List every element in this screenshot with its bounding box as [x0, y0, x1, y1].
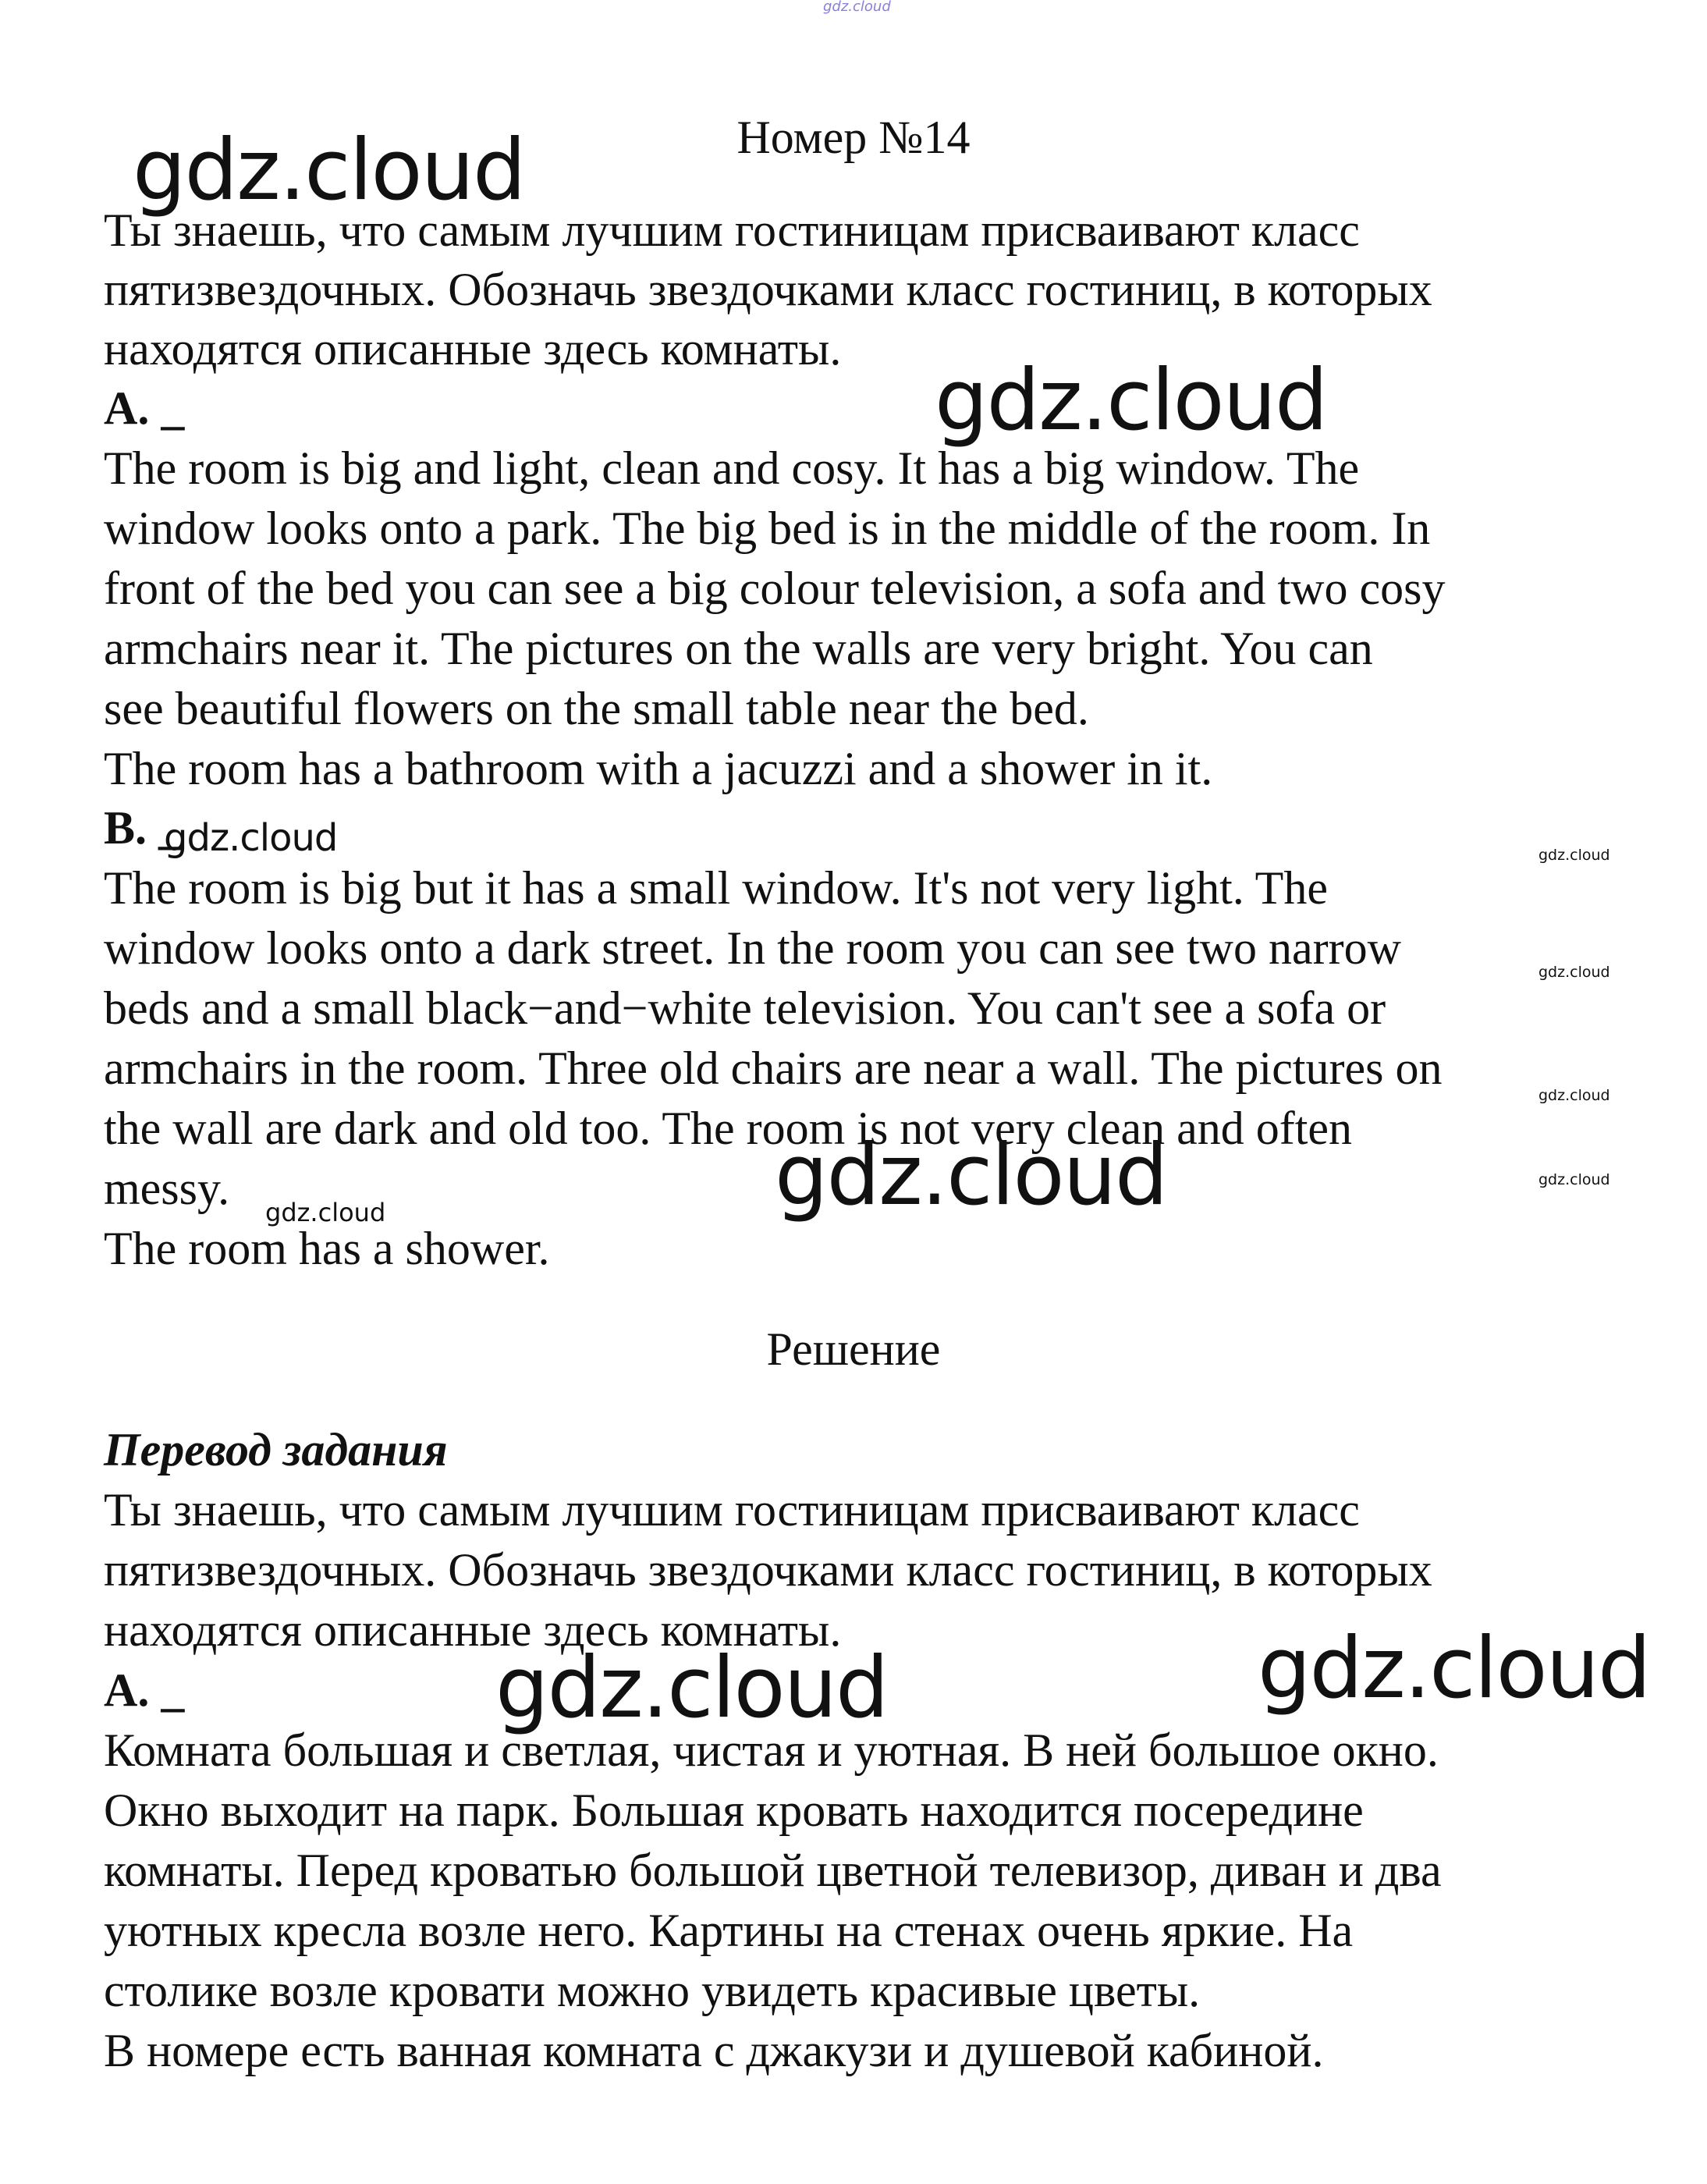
watermark-4: gdz.cloud: [1538, 847, 1610, 864]
translation-intro-line-3: находятся описанные здесь комнаты.: [104, 1604, 842, 1656]
solution-heading: Решение: [766, 1323, 941, 1375]
section-b-line-5: the wall are dark and old too. The room is not very clean and often: [104, 1103, 1353, 1154]
translation-a-line-3: комнаты. Перед кроватью большой цветной телевизор, диван и два: [104, 1845, 1442, 1896]
watermark-8: gdz.cloud: [775, 1127, 1167, 1224]
watermark-top: gdz.cloud: [823, 0, 891, 15]
watermark-1: gdz.cloud: [133, 122, 525, 219]
task-intro-line-2: пятизвездочных. Обозначь звездочками класс гостиниц, в которых: [104, 264, 1432, 315]
translation-section-a-label: A. _: [104, 1664, 185, 1716]
watermark-11: gdz.cloud: [495, 1639, 888, 1737]
translation-a-line-2: Окно выходит на парк. Большая кровать находится посередине: [104, 1784, 1364, 1836]
watermark-10: gdz.cloud: [1258, 1620, 1650, 1717]
watermark-7: gdz.cloud: [1538, 1171, 1610, 1188]
task-intro-line-3: находятся описанные здесь комнаты.: [104, 323, 842, 375]
section-b-line-6: messy.: [104, 1163, 230, 1214]
translation-intro-line-1: Ты знаешь, что самым лучшим гостиницам присваивают класс: [104, 1484, 1360, 1536]
section-a-line-6: The room has a bathroom with a jacuzzi and a shower in it.: [104, 743, 1213, 794]
task-intro-line-1: Ты знаешь, что самым лучшим гостиницам присваивают класс: [104, 204, 1360, 256]
translation-a-line-5: столике возле кровати можно увидеть красивые цветы.: [104, 1965, 1201, 2016]
translation-a-line-1: Комната большая и светлая, чистая и уютная. В ней большое окно.: [104, 1724, 1439, 1776]
translation-intro-line-2: пятизвездочных. Обозначь звездочками класс гостиниц, в которых: [104, 1544, 1432, 1596]
translation-a-line-4: уютных кресла возле него. Картины на стенах очень яркие. На: [104, 1905, 1354, 1956]
section-a-line-2: window looks onto a park. The big bed is in the middle of the room. In: [104, 502, 1431, 554]
section-b-line-1: The room is big but it has a small window. It's not very light. The: [104, 862, 1328, 914]
watermark-6: gdz.cloud: [1538, 1087, 1610, 1104]
section-a-line-4: armchairs near it. The pictures on the walls are very bright. You can: [104, 623, 1373, 674]
watermark-9: gdz.cloud: [265, 1198, 386, 1227]
watermark-3: gdz.cloud: [164, 816, 338, 860]
section-a-line-5: see beautiful flowers on the small table near the bed.: [104, 683, 1089, 734]
translation-heading: Перевод задания: [104, 1424, 448, 1476]
translation-a-line-6: В номере есть ванная комната с джакузи и душевой кабиной.: [104, 2025, 1324, 2076]
section-b-line-2: window looks onto a dark street. In the room you can see two narrow: [104, 922, 1401, 974]
section-a-line-3: front of the bed you can see a big colour television, a sofa and two cosy: [104, 563, 1446, 614]
section-a-label: A. _: [104, 382, 185, 434]
section-a-line-1: The room is big and light, clean and cosy. It has a big window. The: [104, 442, 1360, 494]
watermark-2: gdz.cloud: [935, 352, 1327, 449]
section-b-line-4: armchairs in the room. Three old chairs are near a wall. The pictures on: [104, 1042, 1443, 1094]
page-title: Номер №14: [736, 112, 971, 163]
section-b-label: B. _: [104, 802, 183, 854]
section-b-line-3: beds and a small black−and−white television. You can't see a sofa or: [104, 982, 1386, 1034]
watermark-5: gdz.cloud: [1538, 964, 1610, 981]
section-b-line-7: The room has a shower.: [104, 1223, 550, 1274]
